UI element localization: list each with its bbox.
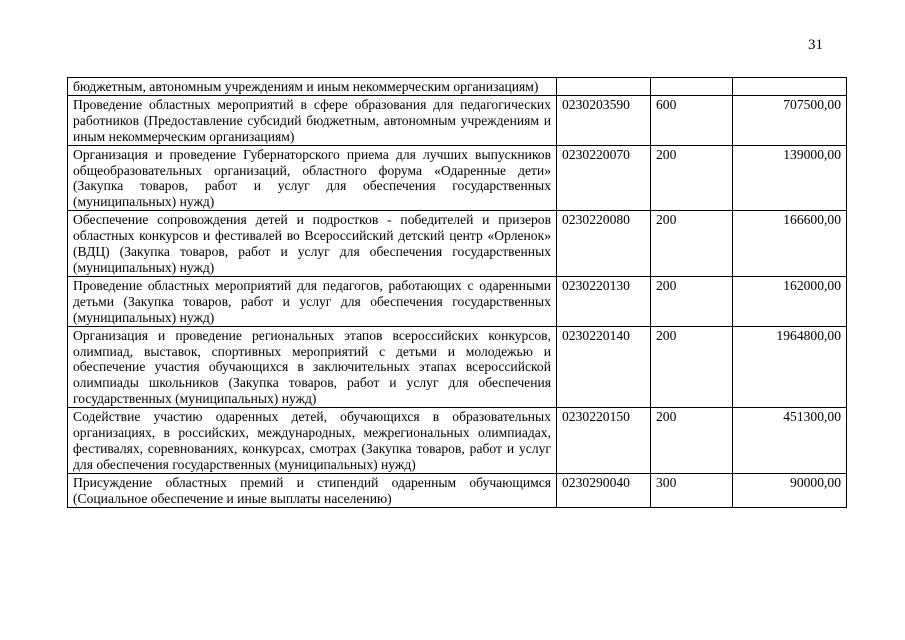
- row-code-cell: 0230220070: [557, 145, 651, 211]
- row-type-cell: 600: [651, 95, 733, 145]
- row-type-cell: 200: [651, 408, 733, 474]
- row-amount-cell: 707500,00: [733, 95, 847, 145]
- row-type-cell: 300: [651, 473, 733, 507]
- row-amount-cell: 162000,00: [733, 276, 847, 326]
- row-name-cell: Организация и проведение региональных этапов всероссийских конкурсов, олимпиад, выставок, спортивных мероприятий с детьми и молодежью и обеспечение участия обучающихся в заключительных этапах всероссийской олимпиады школьников (Закупка товаров, работ и услуг для обеспечения государственных (муниципальных) нужд): [68, 326, 557, 408]
- budget-table: [67, 77, 847, 508]
- row-code-cell: [557, 78, 651, 96]
- row-name-cell: бюджетным, автономным учреждениям и иным некоммерческим организациям): [68, 78, 557, 96]
- row-name-cell: Обеспечение сопровождения детей и подростков - победителей и призеров областных конкурсов и фестивалей во Всероссийский детский центр «Орленок» (ВДЦ) (Закупка товаров, работ и услуг для обеспечения государственных (муниципальных) нужд): [68, 211, 557, 277]
- table-row: [68, 78, 847, 96]
- row-type-cell: 200: [651, 145, 733, 211]
- row-type-cell: 200: [651, 276, 733, 326]
- row-code-cell: 0230220080: [557, 211, 651, 277]
- row-amount-cell: 451300,00: [733, 408, 847, 474]
- row-name-cell: Проведение областных мероприятий для педагогов, работающих с одаренными детьми (Закупка товаров, работ и услуг для обеспечения государственных (муниципальных) нужд): [68, 276, 557, 326]
- row-amount-cell: 166600,00: [733, 211, 847, 277]
- table-row: [68, 211, 847, 277]
- row-type-cell: 200: [651, 211, 733, 277]
- row-code-cell: 0230203590: [557, 95, 651, 145]
- row-amount-cell: [733, 78, 847, 96]
- row-code-cell: 0230220150: [557, 408, 651, 474]
- row-amount-cell: 139000,00: [733, 145, 847, 211]
- row-type-cell: 200: [651, 326, 733, 408]
- row-name-cell: Присуждение областных премий и стипендий одаренным обучающимся (Социальное обеспечение и иные выплаты населению): [68, 473, 557, 507]
- row-name-cell: Содействие участию одаренных детей, обучающихся в образовательных организациях, в российских, международных, межрегиональных олимпиадах, фестивалях, соревнованиях, конкурсах, смотрах (Закупка товаров, работ и услуг для обеспечения государственных (муниципальных) нужд): [68, 408, 557, 474]
- row-code-cell: 0230290040: [557, 473, 651, 507]
- row-name-cell: Организация и проведение Губернаторского приема для лучших выпускников общеобразовательных организаций, областного форума «Одаренные дети» (Закупка товаров, работ и услуг для обеспечения государственных (муниципальных) нужд): [68, 145, 557, 211]
- table-row: [68, 408, 847, 474]
- row-name-cell: Проведение областных мероприятий в сфере образования для педагогических работников (Предоставление субсидий бюджетным, автономным учреждениям и иным некоммерческим организациям): [68, 95, 557, 145]
- table-row: [68, 276, 847, 326]
- row-code-cell: 0230220130: [557, 276, 651, 326]
- page-number: 31: [808, 37, 823, 53]
- table-row: [68, 326, 847, 408]
- row-code-cell: 0230220140: [557, 326, 651, 408]
- table-row: [68, 145, 847, 211]
- table-row: [68, 473, 847, 507]
- row-amount-cell: 90000,00: [733, 473, 847, 507]
- row-amount-cell: 1964800,00: [733, 326, 847, 408]
- row-type-cell: [651, 78, 733, 96]
- table-row: [68, 95, 847, 145]
